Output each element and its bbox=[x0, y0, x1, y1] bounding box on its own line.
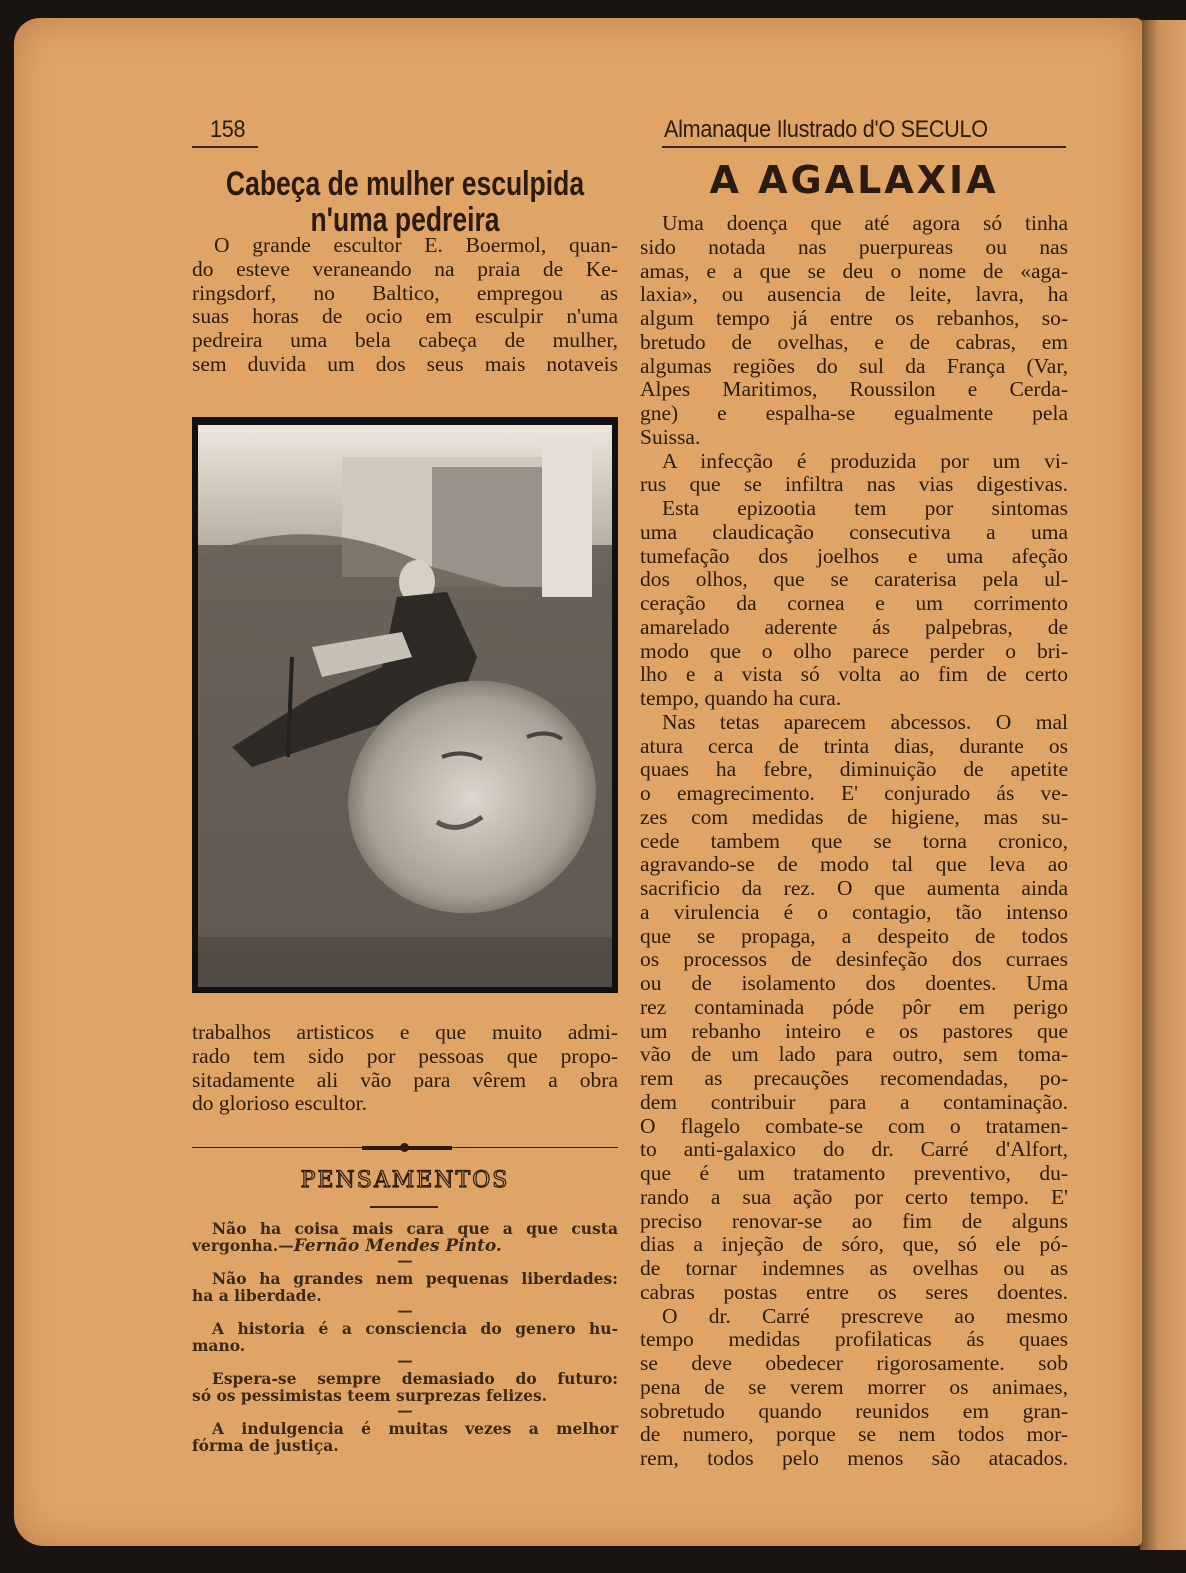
text-line: to anti-galaxico do dr. Carré d'Alfort, bbox=[640, 1138, 1068, 1162]
text-line: cabras postas entre os seres doentes. bbox=[640, 1280, 1068, 1304]
left-article-body-top bbox=[192, 234, 618, 377]
quote-text: ha a liberdade. bbox=[192, 1286, 322, 1305]
text-line: cede tambem que se torna cronico, bbox=[640, 829, 1068, 853]
text-line: modo que o olho parece perder o bri- bbox=[640, 639, 1068, 663]
text-line: algumas regiões do sul da França (Var, bbox=[640, 354, 1068, 378]
text-line: algum tempo já entre os rebanhos, so- bbox=[640, 307, 1068, 330]
page-number: 158 bbox=[210, 116, 246, 143]
quote-text: só os pessimistas teem surprezas felizes. bbox=[192, 1386, 548, 1405]
text-line: zes com medidas de higiene, mas su- bbox=[640, 805, 1068, 829]
text-line: tempo medidas profilaticas ás quaes bbox=[640, 1328, 1068, 1352]
running-header: Almanaque Ilustrado d'O SECULO bbox=[664, 116, 988, 143]
quote-text: vergonha.— bbox=[192, 1236, 294, 1255]
text-line: um rebanho inteiro e os pastores que bbox=[640, 1019, 1068, 1043]
text-line: que se propaga, a despeito de todos bbox=[640, 924, 1068, 948]
title-line: Cabeça de mulher esculpida bbox=[225, 165, 585, 203]
page-number-rule bbox=[192, 146, 258, 148]
text-line: dias a injeção de sóro, que, só ele pó- bbox=[640, 1233, 1068, 1257]
text-line: tumefação dos joelhos e uma afeção bbox=[640, 544, 1068, 568]
text-line: que é um tratamento preventivo, du- bbox=[640, 1162, 1068, 1185]
text-line: Esta epizootia tem por sintomas bbox=[662, 497, 1068, 520]
pensamentos-underline bbox=[370, 1206, 438, 1208]
text-line: rando a sua ação por certo tempo. E' bbox=[640, 1185, 1068, 1209]
quote-line: A indulgencia é muitas vezes a melhor bbox=[212, 1419, 618, 1438]
quote-separator: — bbox=[397, 1251, 413, 1270]
text-line: O dr. Carré prescreve ao mesmo bbox=[662, 1304, 1068, 1328]
text-line: ceração da cornea e um corrimento bbox=[640, 592, 1068, 615]
text-line: a virulencia é o contagio, tão intenso bbox=[640, 900, 1068, 924]
text-line: sido notada nas puerpureas ou nas bbox=[640, 235, 1068, 259]
text-line: agravando-se de modo tal que leva ao bbox=[640, 853, 1068, 877]
text-line: do esteve veraneando na praia de Ke- bbox=[192, 257, 618, 281]
quote-line: Não ha coisa mais cara que a que custa bbox=[212, 1219, 618, 1238]
quote bbox=[192, 1420, 618, 1454]
text-line: rado tem sido por pessoas que propo- bbox=[192, 1044, 618, 1068]
quote bbox=[192, 1220, 618, 1254]
text-line: Suissa. bbox=[640, 425, 701, 449]
text-line: pena de se verem morrer os animaes, bbox=[640, 1375, 1068, 1399]
text-line: quaes ha febre, diminuição de apetite bbox=[640, 758, 1068, 782]
photo-sculpted-head-image bbox=[192, 417, 618, 993]
quote-text: fórma de justiça. bbox=[192, 1436, 339, 1455]
text-line: dos olhos, que se caraterisa pela ul- bbox=[640, 568, 1068, 592]
quote bbox=[192, 1320, 618, 1354]
text-line: gne) e espalha-se egualmente pela bbox=[640, 402, 1068, 425]
text-line: de tornar indemnes as ovelhas ou as bbox=[640, 1257, 1068, 1280]
quote-line bbox=[192, 1437, 618, 1454]
right-article-body bbox=[640, 212, 1068, 1471]
text-line: sem duvida um dos seus mais notaveis bbox=[192, 352, 618, 376]
text-line: laxia», ou ausencia de leite, lavra, ha bbox=[640, 283, 1068, 307]
text-line: de numero, porque se nem todos mor- bbox=[640, 1423, 1068, 1447]
right-article-title: A AGALAXIA bbox=[709, 158, 999, 202]
ornamental-rule bbox=[192, 1146, 618, 1150]
text-line: preciso renovar-se ao fim de alguns bbox=[640, 1209, 1068, 1233]
text-line: rus que se infiltra nas vias digestivas. bbox=[640, 473, 1068, 497]
pensamentos-quotes bbox=[192, 1220, 618, 1454]
text-line: A infecção é produzida por um vi- bbox=[662, 449, 1068, 473]
adjacent-page-edge bbox=[1140, 20, 1186, 1550]
title-line: n'uma pedreira bbox=[310, 201, 500, 239]
text-line: O flagelo combate-se com o tratamen- bbox=[640, 1114, 1068, 1138]
quote bbox=[192, 1370, 618, 1404]
text-line: pedreira uma bela cabeça de mulher, bbox=[192, 329, 618, 352]
left-article-body-bottom bbox=[192, 1021, 618, 1116]
text-line: trabalhos artisticos e que muito admi- bbox=[192, 1021, 618, 1044]
quote-separator: — bbox=[397, 1401, 413, 1420]
text-line: dem contribuir para a contaminação. bbox=[640, 1090, 1068, 1114]
text-line: rez contaminada póde pôr em perigo bbox=[640, 995, 1068, 1019]
text-line: amas, e a que se deu o nome de «aga- bbox=[640, 259, 1068, 283]
text-line: uma claudicação consecutiva a uma bbox=[640, 520, 1068, 544]
quote-author: Fernão Mendes Pinto. bbox=[293, 1236, 502, 1256]
pensamentos-heading: PENSAMENTOS bbox=[300, 1168, 510, 1193]
text-line: sobretudo quando reunidos em gran- bbox=[640, 1399, 1068, 1423]
text-line: Nas tetas aparecem abcessos. O mal bbox=[662, 710, 1068, 734]
quote bbox=[192, 1270, 618, 1304]
header-rule bbox=[662, 146, 1066, 148]
text-line: tempo, quando ha cura. bbox=[640, 687, 842, 710]
text-line: se deve obedecer rigorosamente. sob bbox=[640, 1352, 1068, 1375]
text-line: Uma doença que até agora só tinha bbox=[662, 212, 1068, 235]
text-line: amarelado aderente ás palpebras, de bbox=[640, 615, 1068, 639]
text-line: rem, todos pelo menos são atacados. bbox=[640, 1447, 1068, 1470]
text-line: sitadamente ali vão para vêrem a obra bbox=[192, 1068, 618, 1092]
quote-separator: — bbox=[397, 1351, 413, 1370]
text-line: ou de isolamento dos doentes. Uma bbox=[640, 972, 1068, 995]
text-line: os processos de desinfeção dos curraes bbox=[640, 948, 1068, 972]
text-line: Alpes Maritimos, Roussilon e Cerda- bbox=[640, 378, 1068, 402]
sculpture-photo bbox=[192, 417, 618, 993]
left-article-title bbox=[160, 166, 650, 238]
text-line: atura cerca de trinta dias, durante os bbox=[640, 734, 1068, 758]
text-line: bretudo de ovelhas, e de cabras, em bbox=[640, 330, 1068, 354]
text-line: O grande escultor E. Boermol, quan- bbox=[214, 234, 618, 257]
text-line: o emagrecimento. E' conjurado ás ve- bbox=[640, 782, 1068, 805]
text-line: ringsdorf, no Baltico, empregou as bbox=[192, 281, 618, 305]
text-line: vão de um lado para outro, sem toma- bbox=[640, 1043, 1068, 1067]
text-line: suas horas de ocio em esculpir n'uma bbox=[192, 305, 618, 329]
text-line: lho e a vista só volta ao fim de certo bbox=[640, 663, 1068, 687]
text-line: do glorioso escultor. bbox=[192, 1092, 367, 1116]
quote-text: mano. bbox=[192, 1336, 246, 1355]
quote-line: A historia é a consciencia do genero hu- bbox=[212, 1319, 618, 1338]
quote-line: Não ha grandes nem pequenas liberdades: bbox=[212, 1269, 618, 1288]
text-line: sacrificio da rez. O que aumenta ainda bbox=[640, 877, 1068, 900]
text-line: rem as precauções recomendadas, po- bbox=[640, 1067, 1068, 1090]
quote-line: Espera-se sempre demasiado do futuro: bbox=[212, 1369, 618, 1388]
quote-separator: — bbox=[397, 1301, 413, 1320]
